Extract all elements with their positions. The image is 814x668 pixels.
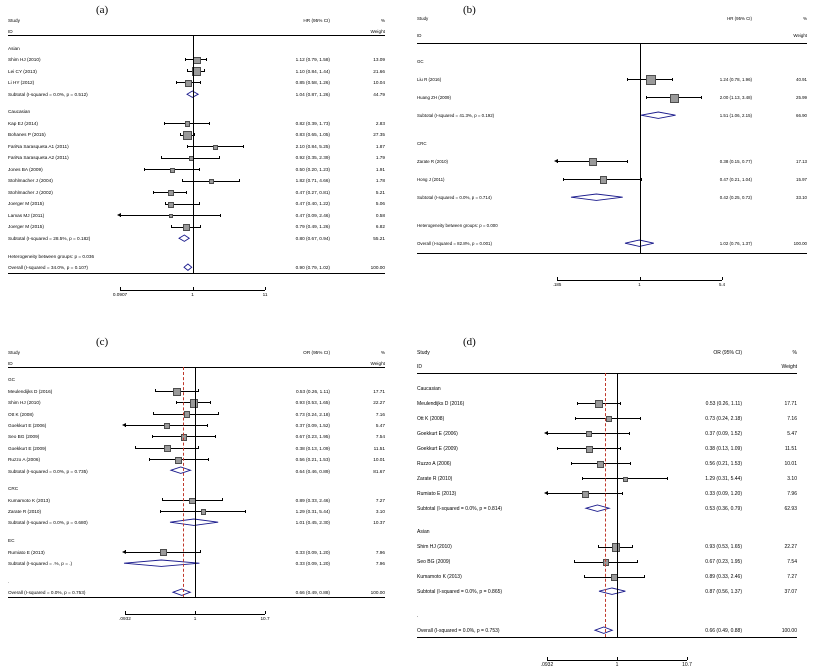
effect-value: 0.67 (0.23, 1.95) — [295, 434, 330, 440]
reference-line — [640, 43, 641, 253]
weight-value: 40.91 — [796, 77, 807, 83]
subtotal-label: Overall (I-squared = 34.0%, p = 0.107) — [8, 265, 88, 271]
effect-value: 0.66 (0.49, 0.88) — [705, 627, 742, 634]
x-axis-tick-label: 1 — [191, 291, 194, 297]
weight-value: 44.79 — [373, 91, 385, 97]
effect-value: 2.00 (1.13, 3.48) — [719, 95, 752, 101]
study-label: Li HY (2012) — [8, 80, 35, 86]
column-header-weight-sub: Weight — [370, 28, 385, 34]
study-label: Ruzzo A (2006) — [417, 461, 452, 467]
weight-value: 5.21 — [375, 189, 385, 195]
group-label: Caucasian — [8, 109, 31, 115]
forest-plot-d — [407, 346, 814, 668]
group-label: CRC — [8, 486, 19, 492]
study-label: Lei CY (2013) — [8, 68, 37, 74]
study-label: Shim HJ (2010) — [8, 400, 41, 406]
x-axis-tick-label: 10.7 — [682, 661, 692, 668]
column-header-effect: OR (95% CI) — [303, 350, 330, 355]
x-axis-tick-label: 11 — [262, 291, 268, 297]
header-rule — [8, 367, 385, 368]
effect-value: 0.80 (0.67, 0.94) — [295, 235, 330, 241]
effect-value: 1.12 (0.79, 1.58) — [295, 57, 330, 63]
study-label: Joerger M (2015) — [8, 224, 44, 230]
effect-value: 0.64 (0.46, 0.89) — [295, 468, 330, 474]
effect-value: 0.73 (0.24, 2.18) — [705, 416, 742, 422]
weight-value: 1.78 — [375, 178, 385, 184]
heterogeneity-note: . — [8, 578, 10, 584]
header-rule — [417, 373, 797, 374]
weight-value: 7.54 — [375, 434, 385, 440]
pooled-effect-line — [183, 367, 184, 597]
study-label: Ruzzo A (2006) — [8, 457, 41, 463]
subtotal-label: Subtotal (I-squared = 0.0%, p = 0.735) — [8, 468, 88, 474]
subtotal-label: Subtotal (I-squared = 28.5%, p = 0.182) — [8, 235, 91, 241]
effect-value: 0.47 (0.27, 0.81) — [295, 189, 330, 195]
x-axis-tick-label: 1 — [638, 281, 641, 287]
x-axis-tick — [193, 287, 194, 290]
effect-value: 0.47 (0.09, 2.46) — [295, 212, 330, 218]
reference-line — [193, 35, 194, 272]
effect-value: 0.66 (0.49, 0.88) — [295, 589, 330, 595]
column-header-study: Study — [8, 18, 20, 23]
weight-value: 3.10 — [787, 476, 797, 482]
weight-value: 62.93 — [784, 506, 797, 512]
subtotal-label: Subtotal (I-squared = 0.0%, p = 0.714) — [417, 195, 492, 201]
effect-value: 1.51 (1.06, 2.15) — [719, 113, 752, 119]
column-header-effect: OR (95% CI) — [713, 350, 742, 356]
subtotal-label: Subtotal (I-squared = 0.0%, p = 0.814) — [417, 506, 503, 512]
x-axis-tick — [125, 611, 126, 614]
effect-value: 0.53 (0.36, 0.79) — [705, 506, 742, 512]
column-header-weight: % — [380, 18, 385, 23]
subtotal-label: Overall (I-squared = 0.0%, p = 0.753) — [417, 627, 500, 634]
column-header-effect: HR (95% CI) — [727, 16, 752, 21]
effect-value: 0.83 (0.65, 1.05) — [295, 132, 330, 138]
x-axis-tick-label: 5.4 — [718, 281, 726, 287]
subtotal-label: Subtotal (I-squared = 0.0%, p = 0.512) — [8, 91, 88, 97]
x-axis-tick — [547, 657, 548, 660]
subtotal-label: Overall (I-squared = 0.0%, p = 0.753) — [8, 589, 86, 595]
effect-value: 0.56 (0.21, 1.53) — [705, 461, 742, 467]
effect-value: 0.38 (0.13, 1.09) — [295, 445, 330, 451]
reference-line — [195, 367, 196, 597]
study-label: Meulendijks D (2016) — [8, 388, 53, 394]
weight-value: 5.47 — [787, 431, 797, 437]
weight-value: 25.99 — [796, 95, 807, 101]
effect-value: 0.89 (0.33, 2.46) — [705, 574, 742, 581]
x-axis-tick-label: .0932 — [540, 661, 554, 668]
weight-value: 100.00 — [793, 241, 807, 246]
effect-value: 0.79 (0.49, 1.26) — [295, 224, 330, 230]
study-label: Goekkurt E (2006) — [8, 422, 47, 428]
column-header-effect: HR (95% CI) — [303, 18, 330, 23]
weight-value: 100.00 — [781, 627, 797, 634]
effect-value: 0.37 (0.09, 1.52) — [295, 422, 330, 428]
effect-value: 2.10 (0.84, 5.25) — [295, 143, 330, 149]
x-axis-tick-label: .0932 — [119, 616, 131, 622]
weight-value: 7.96 — [375, 560, 385, 566]
study-label: Seo BG (2009) — [8, 434, 40, 440]
group-label: Asian — [417, 529, 430, 536]
weight-value: 5.47 — [375, 422, 385, 428]
study-label: Zarate R (2010) — [417, 476, 453, 482]
study-label: Goekkurt E (2009) — [417, 446, 458, 452]
subtotal-label: Subtotal (I-squared = .%, p = .) — [8, 560, 73, 566]
forest-plot-c — [0, 346, 407, 642]
ci-arrow-left — [122, 550, 126, 554]
bottom-rule — [8, 273, 385, 274]
effect-value: 0.33 (0.09, 1.20) — [705, 491, 742, 497]
panel-label-b: (b) — [463, 4, 476, 16]
subtotal-label: Overall (I-squared = 82.8%, p = 0.001) — [417, 241, 492, 246]
x-axis — [120, 290, 265, 291]
study-label: Kap EJ (2014) — [8, 120, 38, 126]
ci-arrow-left — [122, 423, 126, 427]
effect-value: 0.53 (0.26, 1.11) — [705, 401, 742, 407]
weight-value: 7.96 — [787, 491, 797, 497]
x-axis — [547, 660, 687, 661]
x-axis — [557, 280, 722, 281]
weight-value: 13.09 — [373, 57, 385, 63]
weight-value: 22.27 — [784, 544, 797, 551]
weight-value: 1.87 — [375, 143, 385, 149]
study-label: Rumiato E (2013) — [8, 549, 45, 555]
study-label: Jones BA (2009) — [8, 166, 43, 172]
reference-line — [617, 373, 618, 638]
weight-value: 5.06 — [375, 201, 385, 207]
effect-value: 0.50 (0.20, 1.23) — [295, 166, 330, 172]
effect-value: 0.38 (0.13, 1.09) — [705, 446, 742, 452]
x-axis-tick — [195, 611, 196, 614]
study-label: Seo BG (2009) — [417, 559, 451, 566]
header-rule — [417, 43, 807, 44]
column-header-study: Study — [417, 350, 430, 356]
column-header-id: ID — [8, 28, 13, 34]
effect-value: 0.53 (0.26, 1.11) — [295, 388, 330, 394]
weight-value: 81.67 — [373, 468, 385, 474]
weight-value: 15.97 — [796, 177, 807, 183]
group-label: Caucasian — [417, 386, 441, 392]
pooled-effect-line — [605, 373, 606, 638]
study-label: Goekkurt E (2006) — [417, 431, 458, 437]
column-header-study: Study — [8, 350, 20, 355]
bottom-rule — [417, 637, 797, 638]
study-label: Zarate R (2010) — [8, 509, 42, 515]
weight-value: 11.51 — [373, 445, 385, 451]
forest-plot-b — [407, 14, 814, 324]
effect-value: 0.87 (0.56, 1.37) — [705, 589, 742, 596]
column-header-weight: % — [380, 350, 385, 355]
study-label: Stohlmacher J (2002) — [8, 189, 53, 195]
effect-value: 0.93 (0.53, 1.65) — [295, 400, 330, 406]
weight-value: 37.07 — [784, 589, 797, 596]
ci-arrow-left — [117, 213, 121, 217]
weight-value: 10.01 — [373, 457, 385, 463]
panel-label-c: (c) — [96, 336, 109, 348]
x-axis-tick — [120, 287, 121, 290]
effect-value: 1.01 (0.45, 2.30) — [295, 520, 330, 526]
effect-value: 0.56 (0.21, 1.53) — [295, 457, 330, 463]
weight-value: 10.37 — [373, 520, 385, 526]
study-label: Shim HJ (2010) — [8, 57, 41, 63]
effect-value: 0.90 (0.79, 1.02) — [295, 265, 330, 271]
study-label: Huang ZH (2009) — [417, 95, 451, 101]
weight-value: 10.04 — [373, 80, 385, 86]
study-label: Shim HJ (2010) — [417, 544, 452, 551]
x-axis-tick-label: 1 — [193, 616, 197, 622]
study-label: Bohanes P (2015) — [8, 132, 46, 138]
subtotal-label: Subtotal (I-squared = 0.0%, p = 0.865) — [417, 589, 503, 596]
weight-value: 22.27 — [373, 400, 385, 406]
panel-label-d: (d) — [463, 336, 476, 348]
effect-value: 1.29 (0.31, 5.44) — [295, 509, 330, 515]
weight-value: 100.00 — [370, 265, 385, 271]
weight-value: 55.21 — [373, 235, 385, 241]
heterogeneity-note: Heterogeneity between groups: p = 0.000 — [417, 223, 498, 228]
column-header-weight-sub: Weight — [370, 360, 385, 366]
effect-value: 0.67 (0.23, 1.95) — [705, 559, 742, 566]
heterogeneity-note: Heterogeneity between groups: p = 0.036 — [8, 253, 95, 259]
effect-value: 0.33 (0.09, 1.20) — [295, 549, 330, 555]
column-header-id: ID — [417, 33, 422, 39]
weight-value: 7.27 — [787, 574, 797, 581]
weight-value: 7.54 — [787, 559, 797, 566]
group-label: CRC — [417, 141, 427, 147]
study-label: Joerger M (2015) — [8, 201, 44, 207]
weight-value: 11.51 — [784, 446, 797, 452]
weight-value: 0.58 — [375, 212, 385, 218]
effect-value: 0.33 (0.09, 1.20) — [295, 560, 330, 566]
weight-value: 1.79 — [375, 155, 385, 161]
x-axis-tick — [617, 657, 618, 660]
x-axis-tick — [687, 657, 688, 660]
group-label: GC — [417, 59, 424, 65]
weight-value: 66.90 — [796, 113, 807, 119]
effect-value: 0.89 (0.33, 2.46) — [295, 497, 330, 503]
weight-value: 7.27 — [375, 497, 385, 503]
column-header-id: ID — [417, 364, 422, 371]
column-header-weight: % — [792, 350, 797, 356]
weight-value: 17.71 — [373, 388, 385, 394]
weight-value: 10.01 — [784, 461, 797, 467]
effect-value: 1.82 (0.71, 4.66) — [295, 178, 330, 184]
weight-value: 17.13 — [796, 159, 807, 165]
bottom-rule — [8, 597, 385, 598]
weight-value: 7.96 — [375, 549, 385, 555]
weight-value: 100.00 — [370, 589, 385, 595]
effect-value: 0.37 (0.09, 1.52) — [705, 431, 742, 437]
weight-value: 7.16 — [787, 416, 797, 422]
header-rule — [8, 35, 385, 36]
column-header-weight: % — [803, 16, 807, 21]
column-header-id: ID — [8, 360, 13, 366]
weight-value: 1.91 — [375, 166, 385, 172]
weight-value: 6.82 — [375, 224, 385, 230]
x-axis-tick — [265, 611, 266, 614]
effect-value: 0.85 (0.58, 1.26) — [295, 80, 330, 86]
effect-value: 1.04 (0.87, 1.26) — [295, 91, 330, 97]
x-axis-tick-label: 10.7 — [260, 616, 270, 622]
study-label: Ott K (2008) — [417, 416, 445, 422]
effect-value: 0.38 (0.15, 0.77) — [719, 159, 752, 165]
study-label: Meulendijks D (2016) — [417, 401, 465, 407]
subtotal-label: Subtotal (I-squared = 41.3%, p = 0.192) — [417, 113, 495, 119]
column-header-weight-sub: Weight — [781, 364, 797, 371]
effect-value: 0.47 (0.21, 1.04) — [719, 177, 752, 183]
weight-value: 2.83 — [375, 120, 385, 126]
x-axis-tick-label: 1 — [615, 661, 619, 668]
weight-value: 33.10 — [796, 195, 807, 201]
study-label: Kumamoto K (2013) — [417, 574, 462, 581]
study-label: Stohlmacher J (2004) — [8, 178, 53, 184]
x-axis-tick — [557, 277, 558, 280]
effect-value: 0.73 (0.24, 2.18) — [295, 411, 330, 417]
group-label: GC — [8, 377, 16, 383]
study-label: FariNa Sarasqueta A1 (2011) — [8, 143, 69, 149]
group-label: EC — [8, 538, 15, 544]
effect-value: 1.02 (0.76, 1.37) — [719, 241, 752, 246]
study-label: Lamas MJ (2011) — [8, 212, 45, 218]
effect-value: 0.82 (0.39, 1.73) — [295, 120, 330, 126]
effect-value: 0.93 (0.53, 1.65) — [705, 544, 742, 551]
x-axis-tick — [265, 287, 266, 290]
weight-value: 21.66 — [373, 68, 385, 74]
x-axis-tick — [722, 277, 723, 280]
effect-value: 1.10 (0.84, 1.44) — [295, 68, 330, 74]
study-label: Rumiato E (2013) — [417, 491, 457, 497]
bottom-rule — [417, 253, 807, 254]
x-axis — [125, 614, 265, 615]
study-label: FariNa Sarasqueta A2 (2011) — [8, 155, 69, 161]
forest-plot-a — [0, 14, 407, 324]
study-label: Kumamoto K (2013) — [8, 497, 50, 503]
study-label: Hong J (2011) — [417, 177, 445, 183]
effect-value: 1.24 (0.78, 1.96) — [719, 77, 752, 83]
study-label: Goekkurt E (2009) — [8, 445, 47, 451]
heterogeneity-note: . — [417, 612, 419, 619]
study-label: Zarate R (2010) — [417, 159, 448, 165]
x-axis-tick-label: 0.0907 — [112, 291, 128, 297]
effect-value: 0.42 (0.25, 0.72) — [719, 195, 752, 201]
x-axis-tick — [640, 277, 641, 280]
weight-value: 27.35 — [373, 132, 385, 138]
study-label: Ott K (2008) — [8, 411, 34, 417]
weight-value: 7.16 — [375, 411, 385, 417]
effect-value: 0.47 (0.40, 1.22) — [295, 201, 330, 207]
weight-value: 3.10 — [375, 509, 385, 515]
effect-value: 0.92 (0.35, 2.39) — [295, 155, 330, 161]
panel-label-a: (a) — [96, 4, 109, 16]
effect-value: 1.29 (0.31, 5.44) — [705, 476, 742, 482]
study-label: Liu R (2016) — [417, 77, 442, 83]
group-label: Asian — [8, 45, 20, 51]
column-header-study: Study — [417, 16, 429, 21]
subtotal-label: Subtotal (I-squared = 0.0%, p = 0.680) — [8, 520, 88, 526]
weight-value: 17.71 — [784, 401, 797, 407]
column-header-weight-sub: Weight — [793, 33, 807, 39]
x-axis-tick-label: .185 — [552, 281, 562, 287]
